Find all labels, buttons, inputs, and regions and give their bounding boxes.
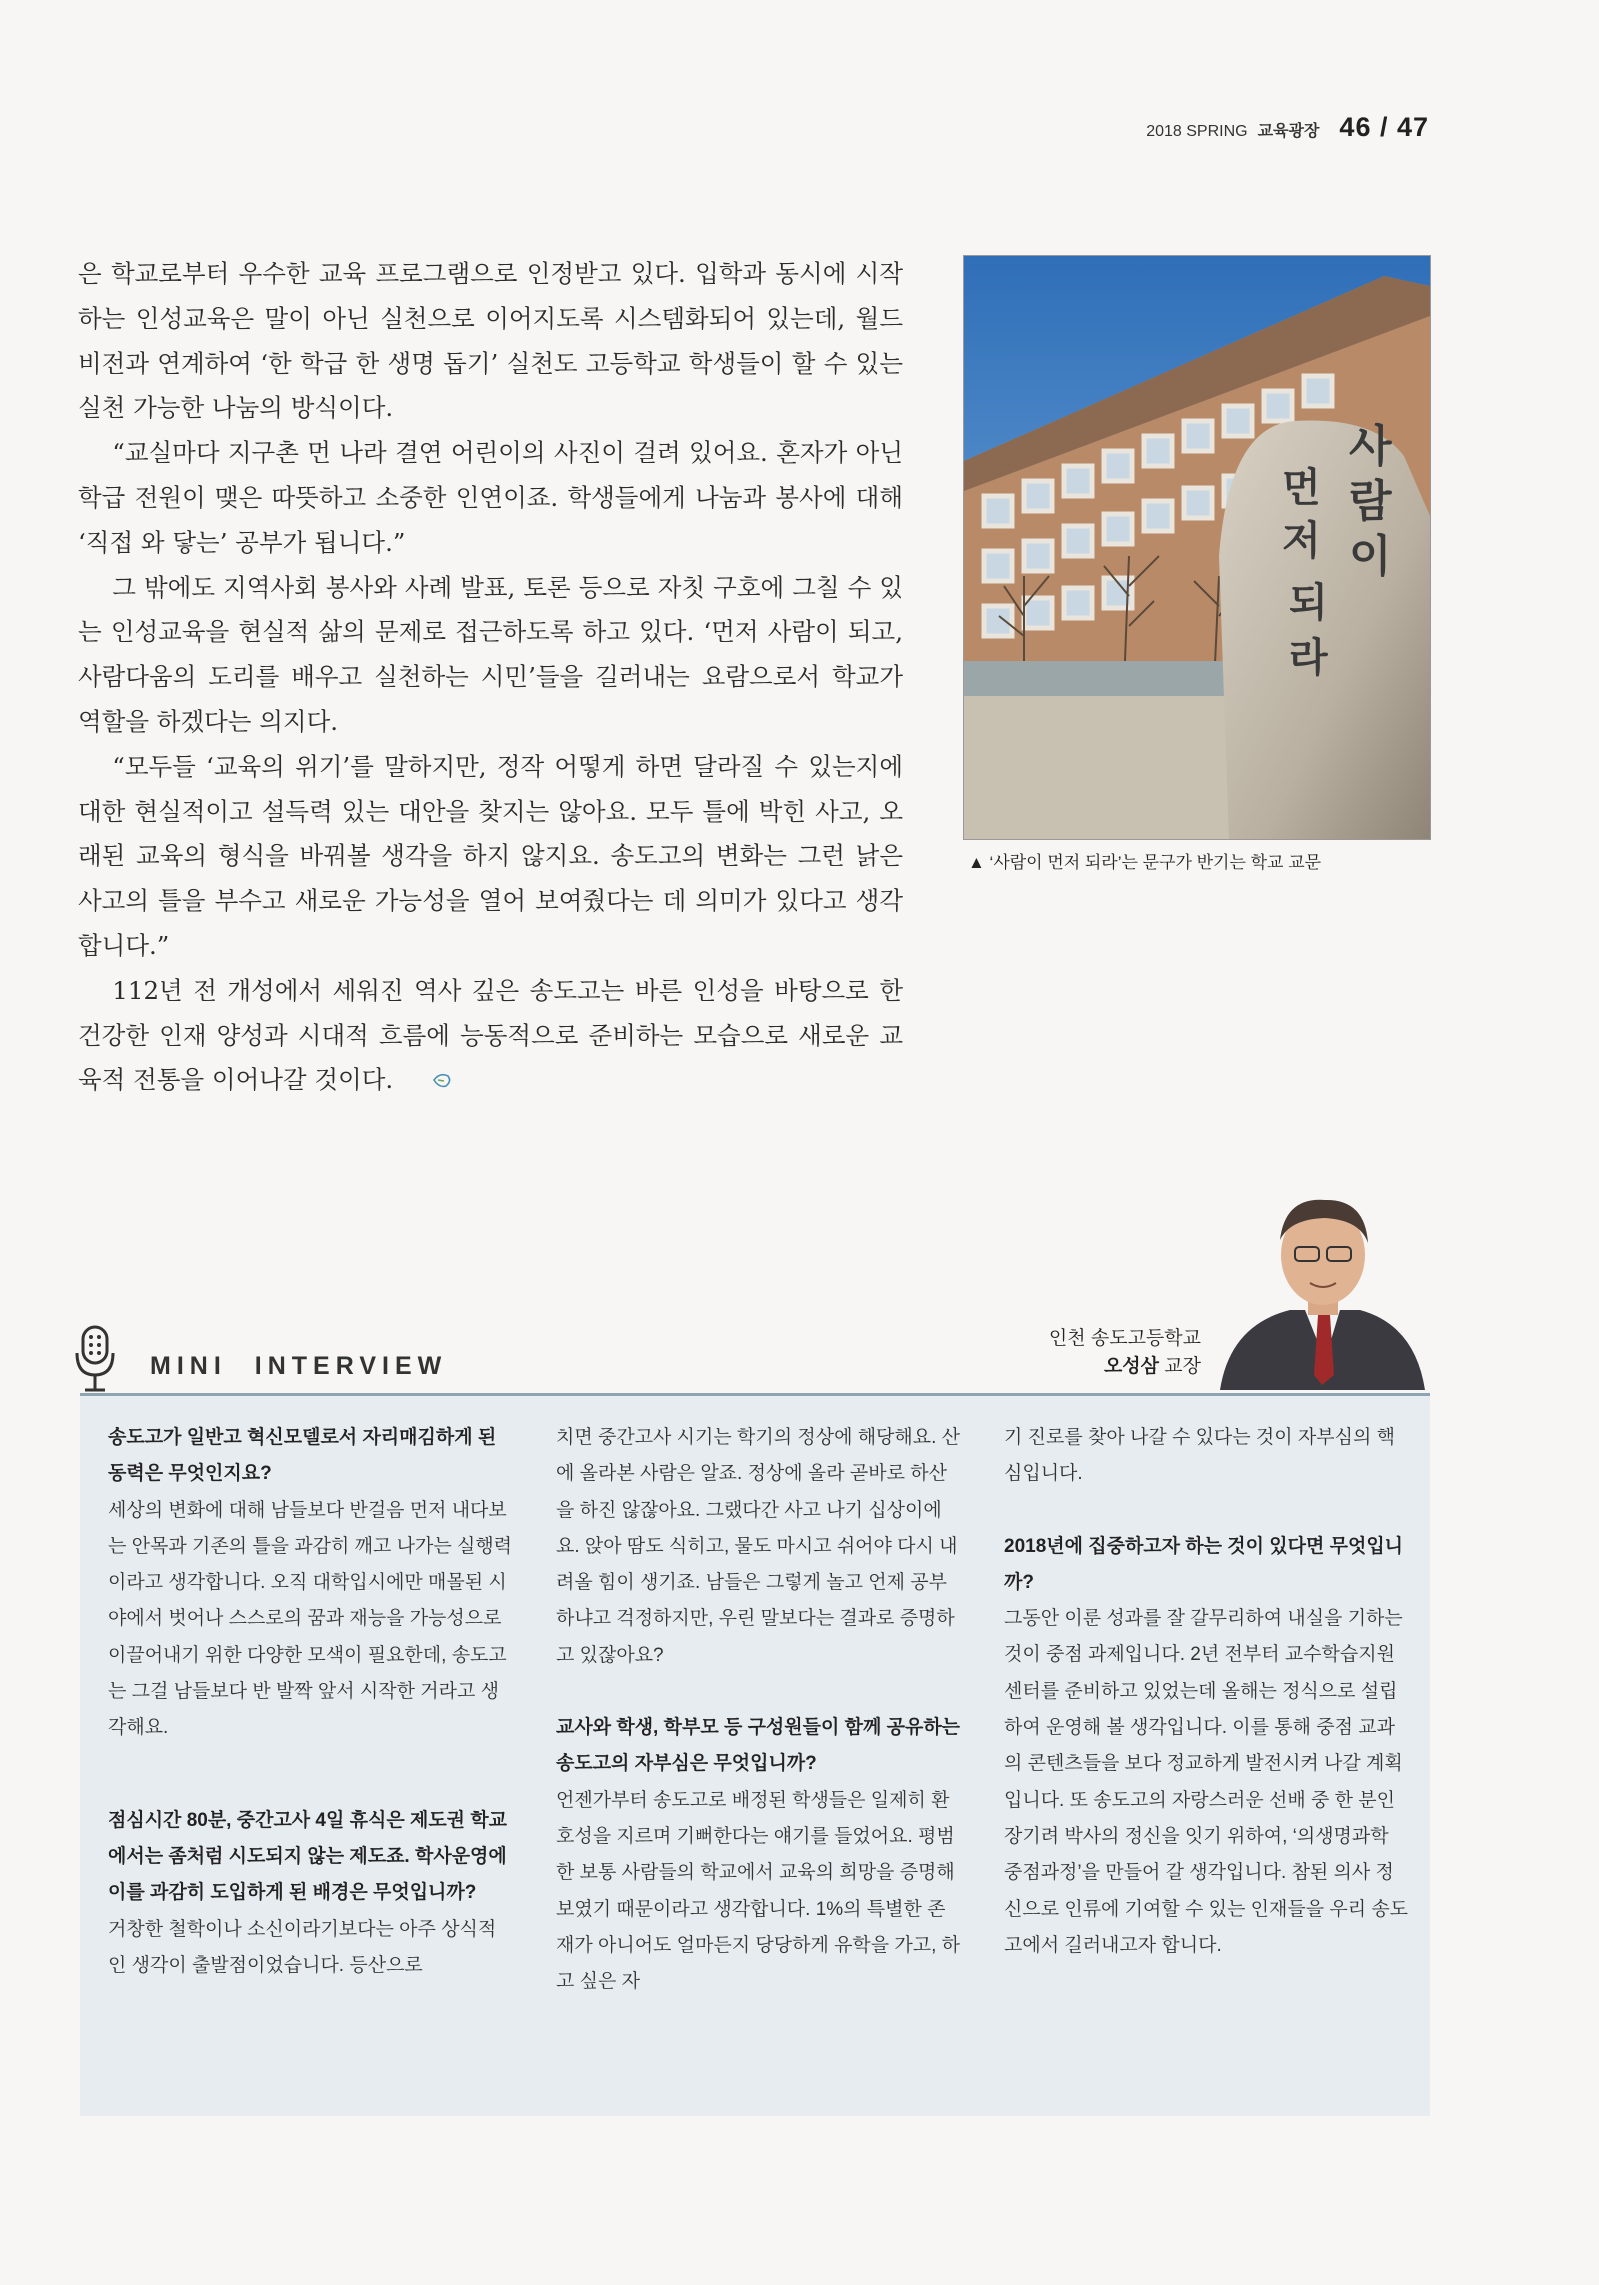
svg-text:먼: 먼 — [1282, 464, 1321, 511]
interviewee-name: 오성삼 — [1103, 1356, 1159, 1377]
interview-answer: 기 진로를 찾아 나갈 수 있다는 것이 자부심의 핵심입니다. — [1004, 1427, 1395, 1485]
school-gate-photo — [963, 255, 1431, 840]
svg-text:저: 저 — [1282, 517, 1321, 564]
interview-question: 점심시간 80분, 중간고사 4일 휴식은 제도권 학교에서는 좀처럼 시도되지 않는 제도죠. 학사운영에 이를 과감히 도입하게 된 배경은 무엇입니까? — [108, 1809, 508, 1904]
interviewee-info — [1049, 1325, 1201, 1381]
article-paragraph: “교실마다 지구촌 먼 나라 결연 어린이의 사진이 걸려 있어요. 혼자가 아닌 학급 전원이 맺은 따뜻하고 소중한 인연이죠. 학생들에게 나눔과 봉사에 대해 ‘직접 와 닿는’ 공부가 됩니다.” — [78, 438, 903, 557]
article-paragraph: 그 밖에도 지역사회 봉사와 사례 발표, 토론 등으로 자칫 구호에 그칠 수 있는 인성교육을 현실적 삶의 문제로 접근하도록 하고 있다. ‘먼저 사람이 되고, 사람다움의 도리를 배우고 실천하는 시민’들을 길러내는 요람으로서 학교가 역할을 하겠다는 의지다. — [78, 572, 903, 736]
mini-interview-box — [80, 1393, 1430, 2116]
interview-answer: 거창한 철학이나 소신이라기보다는 아주 상식적인 생각이 출발점이었습니다. 등산으로 — [108, 1918, 497, 1976]
issue-label: 2018 SPRING — [1146, 123, 1248, 140]
svg-text:이: 이 — [1349, 531, 1392, 582]
interview-question: 송도고가 일반고 혁신모델로서 자리매김하게 된 동력은 무엇인지요? — [108, 1427, 497, 1485]
article-paragraph: 112년 전 개성에서 세워진 역사 깊은 송도고는 바른 인성을 바탕으로 한 건강한 인재 양성과 시대적 흐름에 능동적으로 준비하는 모습으로 새로운 교육적 전통을 이어나갈 것이다. — [78, 975, 903, 1095]
mini-interview-title: MINI INTERVIEW — [150, 1352, 448, 1380]
article-paragraph-last — [78, 969, 903, 1104]
interview-column-2 — [556, 1420, 961, 2000]
end-mark-icon — [397, 1059, 453, 1104]
microphone-icon — [74, 1325, 116, 1397]
article-paragraph: “모두들 ‘교육의 위기’를 말하지만, 정작 어떻게 하면 달라질 수 있는지에 대한 현실적이고 설득력 있는 대안을 찾지는 않아요. 모두 틀에 박힌 사고, 오래된 교육의 형식을 바꿔볼 생각을 하지 않지요. 송도고의 변화는 그런 낡은 사고의 틀을 부수고 새로운 가능성을 열어 보여줬다는 데 의미가 있다고 생각합니다.” — [78, 751, 903, 960]
magazine-name: 교육광장 — [1257, 123, 1320, 140]
svg-text:되: 되 — [1289, 579, 1328, 626]
interviewee-school: 인천 송도고등학교 — [1048, 1328, 1201, 1349]
interviewee-title: 교장 — [1164, 1356, 1201, 1377]
interview-column-3 — [1004, 1420, 1409, 1964]
stone-carving: 사 — [1349, 421, 1392, 472]
interviewee-portrait — [1210, 1185, 1435, 1390]
interview-answer: 치면 중간고사 시기는 학기의 정상에 해당해요. 산에 올라본 사람은 알죠. 정상에 올라 곧바로 하산을 하진 않잖아요. 그랬다간 사고 나기 십상이에요. 앉아 땀도 식히고, 물도 마시고 쉬어야 다시 내려올 힘이 생기죠. 남들은 그렇게 놀고 언제 공부하냐고 걱정하지만, 우린 말보다는 결과로 증명하고 있잖아요? — [556, 1427, 961, 1666]
svg-text:라: 라 — [1289, 634, 1328, 681]
interview-answer: 세상의 변화에 대해 남들보다 반걸음 먼저 내다보는 안목과 기존의 틀을 과감히 깨고 나가는 실행력이라고 생각합니다. 오직 대학입시에만 매몰된 시야에서 벗어나 스스로의 꿈과 재능을 가능성으로 이끌어내기 위한 다양한 모색이 필요한데, 송도고는 그걸 남들보다 반 발짝 앞서 시작한 거라고 생각해요. — [108, 1499, 513, 1739]
page-header — [1146, 112, 1429, 143]
article-body — [78, 252, 903, 1104]
page-numbers: 46 / 47 — [1339, 112, 1429, 142]
interview-question: 교사와 학생, 학부모 등 구성원들이 함께 공유하는 송도고의 자부심은 무엇입니까? — [556, 1717, 961, 1775]
interview-question: 2018년에 집중하고자 하는 것이 있다면 무엇입니까? — [1004, 1535, 1404, 1593]
interview-column-1 — [108, 1420, 513, 1984]
interview-answer: 그동안 이룬 성과를 잘 갈무리하여 내실을 기하는 것이 중점 과제입니다. 2년 전부터 교수학습지원센터를 준비하고 있었는데 올해는 정식으로 설립하여 운영해 볼 생각입니다. 이를 통해 중점 교과의 콘텐츠들을 보다 정교하게 발전시켜 나갈 계획입니다. 또 송도고의 자랑스러운 선배 중 한 분인 장기려 박사의 정신을 잇기 위하여, ‘의생명과학 중점과정’을 만들어 갈 생각입니다. 참된 의사 정신으로 인류에 기여할 수 있는 인재들을 우리 송도고에서 길러내고자 합니다. — [1004, 1608, 1409, 1956]
photo-caption: ▲ ‘사람이 먼저 되라’는 문구가 반기는 학교 교문 — [968, 853, 1322, 872]
interview-answer: 언젠가부터 송도고로 배정된 학생들은 일제히 환호성을 지르며 기뻐한다는 얘기를 들었어요. 평범한 보통 사람들의 학교에서 교육의 희망을 증명해 보였기 때문이라고 생각합니다. 1%의 특별한 존재가 아니어도 얼마든지 당당하게 유학을 가고, 하고 싶은 자 — [556, 1789, 961, 1993]
svg-text:람: 람 — [1349, 476, 1392, 527]
article-paragraph: 은 학교로부터 우수한 교육 프로그램으로 인정받고 있다. 입학과 동시에 시작하는 인성교육은 말이 아닌 실천으로 이어지도록 시스템화되어 있는데, 월드비전과 연계하여 ‘한 학급 한 생명 돕기’ 실천도 고등학교 학생들이 할 수 있는 실천 가능한 나눔의 방식이다. — [78, 259, 903, 423]
